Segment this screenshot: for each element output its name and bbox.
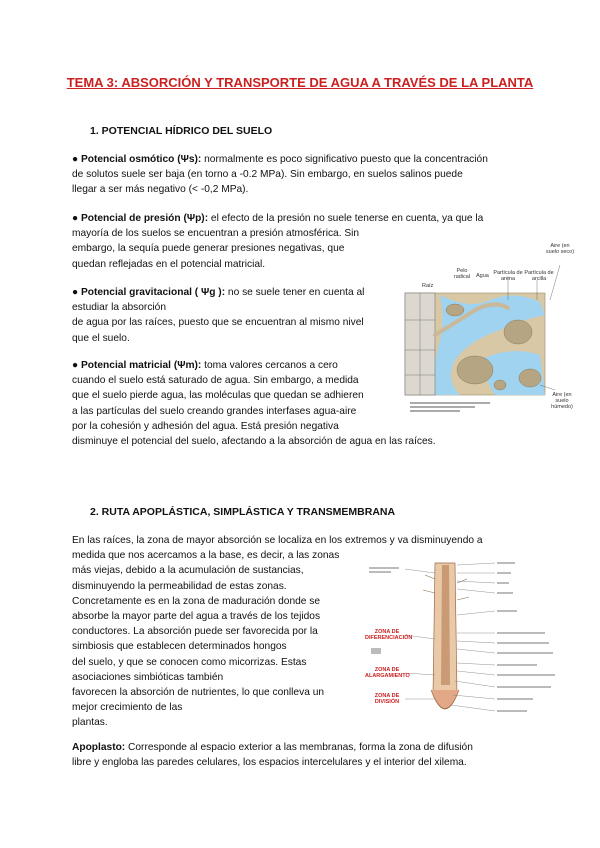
pressure-text: embargo, la sequía puede generar presiones negativas, que — [72, 243, 345, 255]
paragraph-line: del suelo, y que se conocen como micorrizas. Estas — [72, 656, 307, 668]
paragraph-line: más viejas, debido a la acumulación de sustancias, — [72, 565, 304, 577]
apoplast-text: libre y engloba las paredes celulares, los espacios intercelulares y el interior del xilema. — [72, 757, 467, 769]
paragraph-line: absorbe la mayor parte del agua a través de los tejidos — [72, 611, 321, 623]
label-root: Raíz — [422, 283, 434, 289]
osmotic-text: llegar a ser más negativo (< -0,2 MPa). — [72, 184, 249, 196]
section-1-heading: 1. POTENCIAL HÍDRICO DEL SUELO — [90, 125, 273, 137]
paragraph-line: plantas. — [72, 717, 108, 729]
sand-particle — [446, 304, 464, 316]
matric-text: por la cohesión y adhesión del agua. Está presión negativa — [72, 420, 339, 432]
paragraph-line: conductores. La absorción puede ser favorecida por la — [72, 626, 318, 638]
label-clay-particle: Partícula de arcilla — [524, 270, 554, 282]
section-2-heading: 2. RUTA APOPLÁSTICA, SIMPLÁSTICA Y TRANSMEMBRANA — [90, 506, 396, 518]
gravitational-term: ● Potencial gravitacional ( Ψg ): — [72, 287, 226, 298]
root-cap — [431, 690, 459, 709]
osmotic-text: normalmente es poco significativo puesto que la concentración — [201, 154, 488, 165]
root-zones-figure — [365, 555, 565, 725]
label-sand-particle: Partícula de arena — [493, 270, 523, 282]
pressure-text: quedan reflejadas en el potencial matricial. — [72, 258, 266, 270]
matric-text: cuando el suelo está saturado de agua. Sin embargo, a medida — [72, 375, 359, 387]
figure-caption-mark — [410, 406, 475, 408]
apoplast-text: Corresponde al espacio exterior a las membranas, forma la zona de difusión — [125, 742, 473, 753]
paragraph-line: medida que nos acercamos a la base, es decir, a las zonas — [72, 550, 340, 562]
root-hair-line — [423, 590, 435, 593]
paragraph-line: En las raíces, la zona de mayor absorción se localiza en los extremos y va disminuyendo a — [72, 535, 483, 546]
matric-text: que el suelo pierde agua, las moléculas que quedan se adhieren — [72, 390, 364, 402]
label-air-dry: Aire (en suelo seco) — [545, 243, 575, 255]
page-title: TEMA 3: ABSORCIÓN Y TRANSPORTE DE AGUA A TRAVÉS DE LA PLANTA — [66, 75, 534, 90]
osmotic-term: ● Potencial osmótico (Ψs): — [72, 154, 202, 165]
figure-caption-mark — [410, 410, 460, 412]
matric-text: a las partículas del suelo creando grandes interfases agua-aire — [72, 405, 357, 417]
label-water: Agua — [476, 273, 489, 279]
gravitational-paragraph — [72, 285, 402, 346]
root-hair-line — [425, 575, 435, 579]
vascular-cylinder — [441, 565, 450, 685]
paragraph-line: asociaciones simbióticas también — [72, 671, 224, 683]
gravitational-text: estudiar la absorción — [72, 302, 167, 314]
label-zone-division: ZONA DE DIVISIÓN — [374, 693, 400, 705]
paragraph-line: favorecen la absorción de nutrientes, lo que conlleva un — [72, 687, 325, 699]
apoplast-paragraph — [72, 740, 542, 770]
soil-water-figure — [400, 240, 578, 420]
paragraph-line: simbiosis que establecen determinados hongos — [72, 641, 287, 653]
label-air-wet: Aire (en suelo húmedo) — [551, 392, 573, 410]
sand-particle — [457, 356, 493, 384]
osmotic-text: de solutos suele ser baja (en torno a -0.2 MPa). Sin embargo, en suelos salinos puede — [72, 169, 463, 181]
matric-text: disminuye el potencial del suelo, afectando a la absorción de agua en las raíces. — [72, 436, 436, 448]
sand-particle — [504, 320, 532, 344]
matric-term: ● Potencial matricial (Ψm): — [72, 360, 202, 371]
label-zone-differentiation: ZONA DE DIFERENCIACIÓN — [365, 629, 413, 641]
sand-particle — [519, 369, 541, 387]
gravitational-text: no se suele tener en cuenta al — [225, 287, 365, 298]
sand-particle — [494, 380, 506, 390]
pressure-text: el efecto de la presión no suele tenerse en cuenta, ya que la — [208, 213, 484, 224]
matric-text: toma valores cercanos a cero — [201, 360, 338, 371]
figure-caption-mark — [410, 402, 490, 404]
label-zone-elongation: ZONA DE ALARGAMIENTO — [365, 667, 410, 679]
gravitational-text: que el suelo. — [72, 332, 130, 344]
root-hair-line — [457, 597, 469, 600]
label-root-hair: Pelo radical — [453, 268, 471, 280]
pressure-text: mayoría de los suelos se encuentran a presión atmosférica. Sin — [72, 228, 360, 240]
gravitational-text: de agua por las raíces, puesto que se encuentran al mismo nivel — [72, 317, 364, 329]
paragraph-line: Concretamente es en la zona de maduración donde se — [72, 595, 321, 607]
paragraph-line: disminuyendo la permeabilidad de estas zonas. — [72, 580, 287, 592]
apoplast-term: Apoplasto: — [72, 742, 126, 753]
paragraph-line: mejor crecimiento de las — [72, 702, 183, 714]
pressure-term: ● Potencial de presión (Ψp): — [72, 213, 209, 224]
osmotic-paragraph — [72, 152, 532, 198]
